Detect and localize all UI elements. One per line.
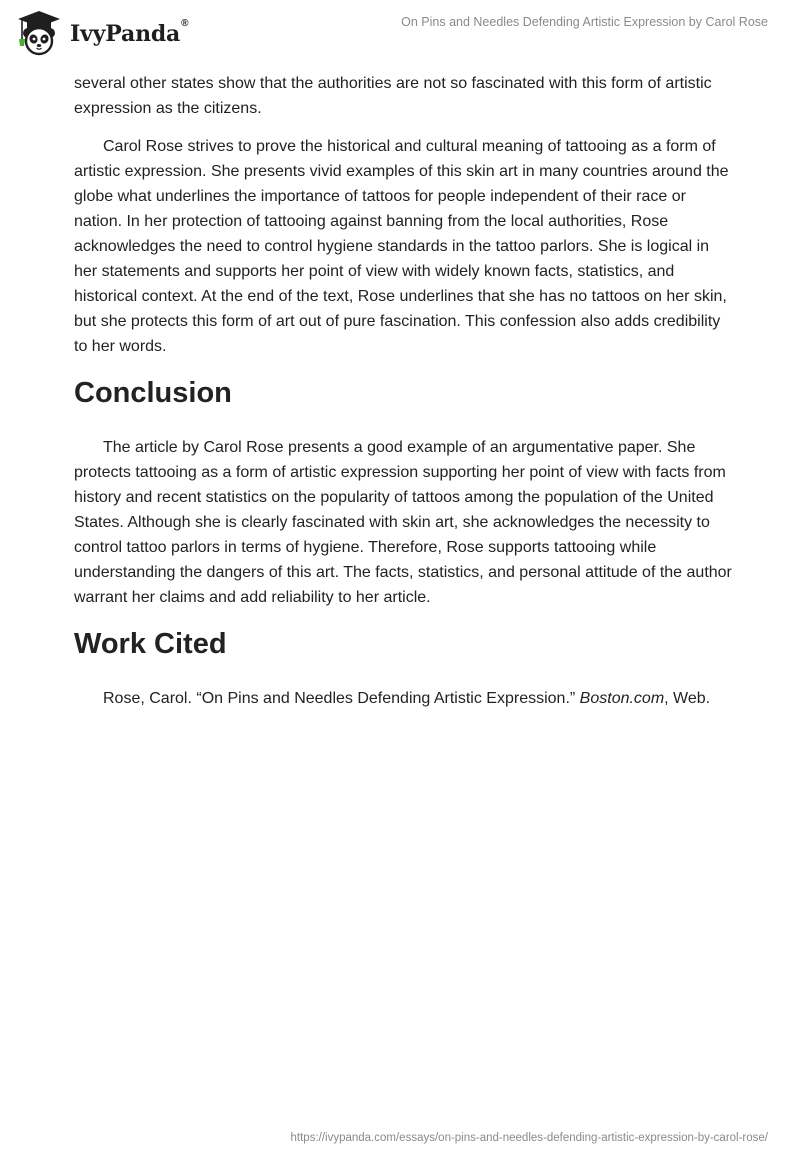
ivypanda-logo[interactable] xyxy=(14,8,188,58)
page-header xyxy=(0,0,800,64)
citation-source: Boston.com xyxy=(579,690,665,707)
paragraph-continued: several other states show that the authorities are not so fascinated with this form of artistic expression as the citizens. xyxy=(74,75,712,117)
citation-rest: , Web. xyxy=(664,690,711,707)
citation-author-title: Rose, Carol. “On Pins and Needles Defending Artistic Expression.” xyxy=(103,690,580,707)
panda-graduate-icon xyxy=(14,9,64,57)
citation-entry xyxy=(74,686,734,711)
source-url[interactable]: https://ivypanda.com/essays/on-pins-and-needles-defending-artistic-expression-by-carol-rose/ xyxy=(290,1132,768,1144)
registered-mark: ® xyxy=(181,18,189,29)
conclusion-heading: Conclusion xyxy=(74,377,232,409)
paragraph-conclusion: The article by Carol Rose presents a good example of an argumentative paper. She protects tattooing as a form of artistic expression supporting her point of view with facts from history and recent statistics on the popularity of tattoos among the population of the United States. Although she is clearly fascinated with skin art, she acknowledges the necessity to control tattoo parlors in terms of hygiene. Therefore, Rose supports tattooing while understanding the dangers of this art. The facts, statistics, and personal attitude of the author warrant her claims and add reliability to her article. xyxy=(74,439,732,606)
works-cited-heading: Work Cited xyxy=(74,628,227,660)
running-title: On Pins and Needles Defending Artistic Expression by Carol Rose xyxy=(401,15,768,29)
essay-content xyxy=(74,71,734,724)
logo-wordmark xyxy=(70,18,189,47)
paragraph-carol-rose: Carol Rose strives to prove the historical and cultural meaning of tattooing as a form of artistic expression. She presents vivid examples of this skin art in many countries around the globe what underlines the importance of tattoos for people independent of their race or nation. In her protection of tattooing against banning from the local authorities, Rose acknowledges the need to control hygiene standards in the tattoo parlors. She is logical in her statements and supports her point of view with widely known facts, statistics, and historical context. At the end of the text, Rose underlines that she has no tattoos on her skin, but she protects this form of art out of pure fascination. This confession also adds credibility to her words. xyxy=(74,138,729,355)
logo-name: IvyPanda xyxy=(70,21,181,47)
